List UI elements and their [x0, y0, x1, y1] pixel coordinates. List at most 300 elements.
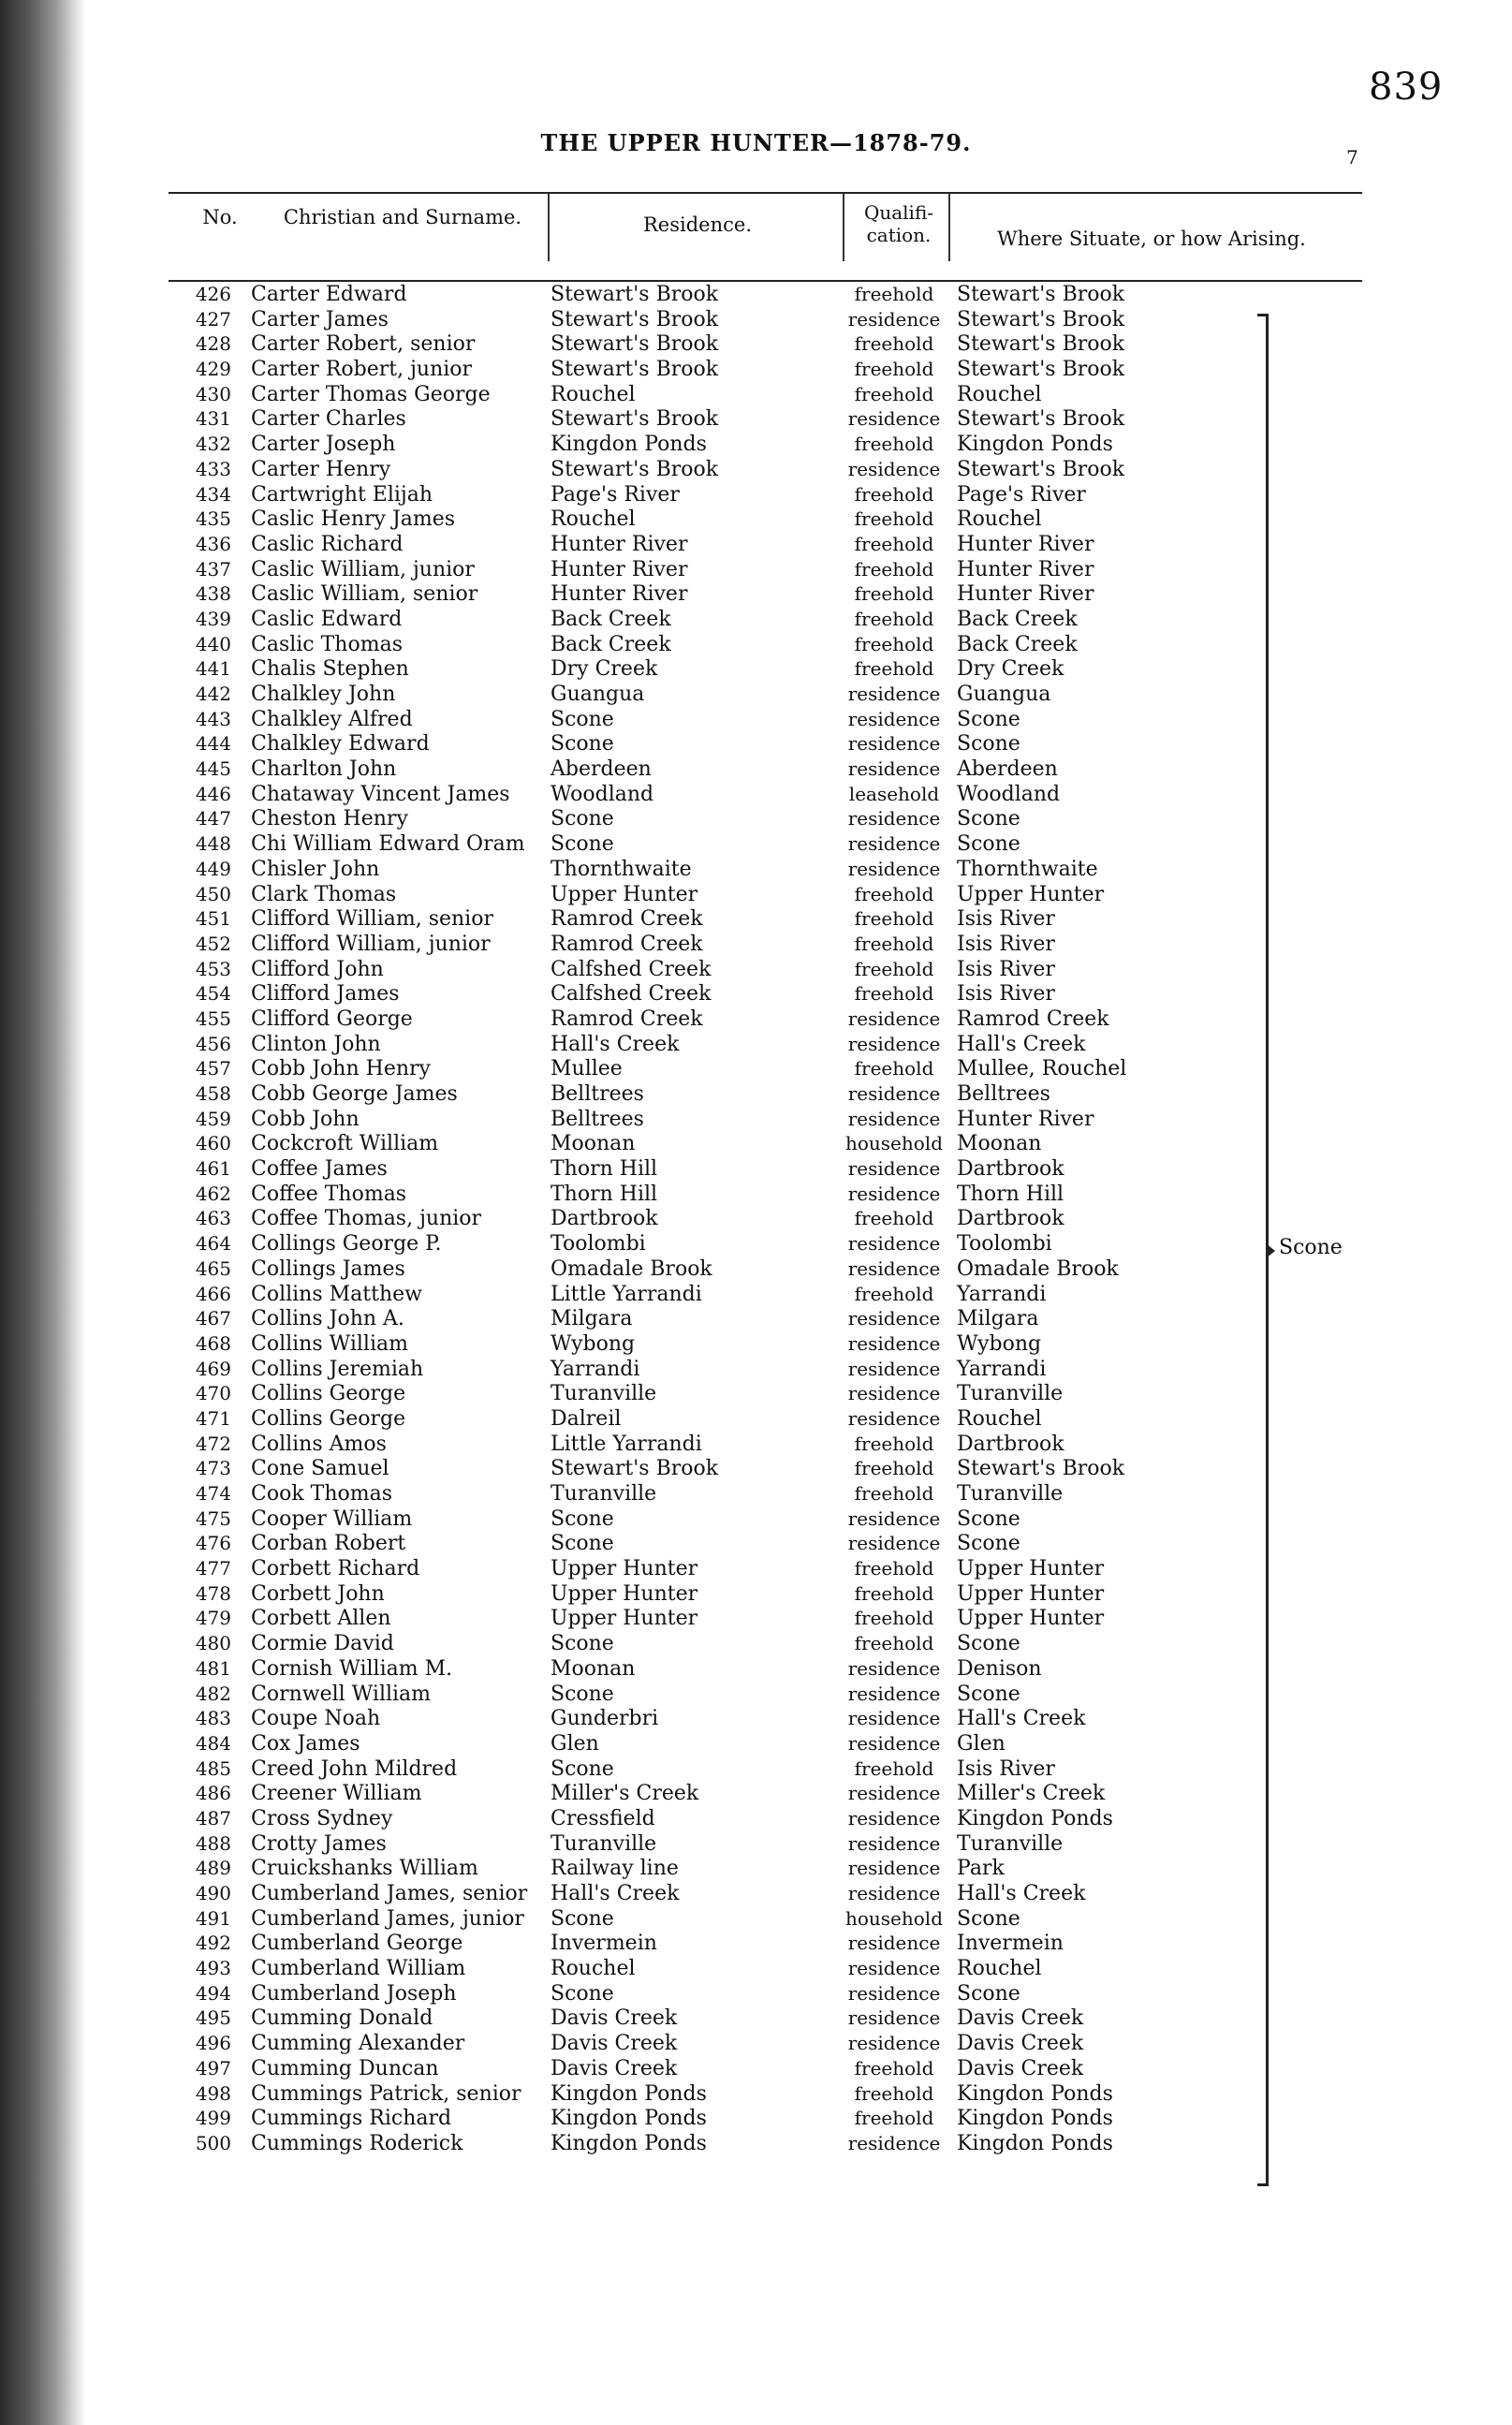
entry-qualification: freehold: [854, 1581, 934, 1605]
table-row: [0, 1757, 1512, 1783]
table-row: [0, 1482, 1512, 1507]
bracket-label: Scone: [1279, 1236, 1343, 1259]
table-row: [0, 483, 1512, 508]
table-row: [0, 1507, 1512, 1533]
table-row: [0, 1433, 1512, 1458]
entry-residence: Mullee: [550, 1057, 623, 1081]
entry-name: Cummings Richard: [251, 2107, 452, 2131]
table-row: [0, 1632, 1512, 1657]
entry-qualification: residence: [847, 457, 941, 480]
entry-number: 478: [195, 1581, 231, 1605]
entry-residence: Scone: [550, 832, 614, 857]
entry-where-situate: Isis River: [957, 907, 1055, 932]
signature-mark: 7: [1346, 146, 1358, 169]
entry-number: 482: [195, 1682, 231, 1705]
entry-residence: Upper Hunter: [550, 1607, 698, 1631]
table-row: [0, 1358, 1512, 1383]
electoral-roll-list: [0, 283, 1512, 2157]
entry-qualification: residence: [847, 757, 941, 781]
entry-name: Clifford James: [251, 982, 400, 1007]
entry-name: Corbett Richard: [251, 1557, 420, 1581]
table-row: [0, 933, 1512, 958]
entry-number: 455: [195, 1007, 231, 1030]
entry-where-situate: Kingdon Ponds: [957, 1806, 1113, 1830]
entry-residence: Scone: [550, 1506, 614, 1531]
entry-qualification: residence: [847, 1082, 941, 1105]
entry-name: Caslic Edward: [251, 607, 403, 631]
entry-residence: Rouchel: [550, 1957, 636, 1981]
entry-residence: Railway line: [550, 1857, 679, 1881]
entry-name: Charlton John: [251, 757, 397, 782]
entry-name: Coupe Noah: [251, 1707, 381, 1731]
entry-qualification: freehold: [854, 957, 934, 980]
entry-residence: Stewart's Brook: [550, 283, 719, 306]
table-row: [0, 407, 1512, 433]
entry-residence: Turanville: [550, 1831, 657, 1856]
table-row: [0, 1882, 1512, 1907]
entry-residence: Turanville: [550, 1482, 657, 1506]
entry-number: 471: [195, 1406, 231, 1430]
entry-qualification: residence: [847, 1831, 941, 1855]
entry-qualification: leasehold: [848, 782, 940, 805]
table-row: [0, 533, 1512, 558]
entry-number: 427: [195, 307, 231, 331]
entry-qualification: freehold: [854, 532, 934, 555]
entry-number: 439: [195, 607, 231, 630]
entry-qualification: residence: [847, 2032, 941, 2055]
column-header-name: Christian and Surname.: [283, 206, 522, 228]
entry-name: Caslic Richard: [251, 532, 404, 556]
entry-name: Cummings Patrick, senior: [251, 2081, 521, 2106]
entry-number: 483: [195, 1707, 231, 1730]
entry-number: 452: [195, 932, 231, 955]
table-row: [0, 582, 1512, 608]
entry-where-situate: Upper Hunter: [957, 1581, 1105, 1606]
entry-qualification: freehold: [854, 1457, 934, 1480]
entry-name: Cockcroft William: [251, 1132, 439, 1156]
entry-qualification: freehold: [854, 1607, 934, 1630]
entry-residence: Rouchel: [550, 507, 636, 532]
entry-number: 489: [195, 1857, 231, 1880]
entry-qualification: residence: [847, 1957, 941, 1980]
entry-name: Chalkley Edward: [251, 732, 430, 757]
entry-residence: Stewart's Brook: [550, 307, 719, 331]
entry-number: 442: [195, 683, 231, 705]
entry-qualification: freehold: [854, 433, 934, 456]
table-row: [0, 757, 1512, 783]
entry-name: Cheston Henry: [251, 807, 408, 831]
column-divider: [948, 194, 950, 261]
entry-residence: Little Yarrandi: [550, 1282, 702, 1306]
entry-name: Cobb George James: [251, 1082, 458, 1106]
entry-name: Coffee Thomas: [251, 1182, 407, 1206]
table-row: [0, 1108, 1512, 1133]
entry-qualification: residence: [847, 832, 941, 856]
table-row: [0, 1283, 1512, 1308]
entry-residence: Kingdon Ponds: [550, 2131, 707, 2155]
entry-where-situate: Woodland: [957, 782, 1061, 806]
entry-where-situate: Kingdon Ponds: [957, 2131, 1113, 2155]
entry-number: 464: [195, 1232, 231, 1256]
table-row: [0, 1382, 1512, 1407]
entry-qualification: freehold: [854, 932, 934, 955]
table-row: [0, 1332, 1512, 1358]
entry-residence: Thorn Hill: [550, 1182, 658, 1206]
entry-where-situate: Stewart's Brook: [957, 407, 1125, 432]
entry-residence: Invermein: [550, 1932, 657, 1956]
entry-where-situate: Scone: [957, 807, 1020, 831]
table-row: [0, 1657, 1512, 1683]
entry-residence: Moonan: [550, 1656, 636, 1681]
entry-name: Carter Robert, senior: [251, 332, 476, 357]
entry-name: Cumberland Joseph: [251, 1981, 457, 2006]
entry-qualification: freehold: [854, 657, 934, 681]
entry-residence: Belltrees: [550, 1082, 644, 1106]
entry-name: Carter Charles: [251, 407, 406, 432]
entry-where-situate: Upper Hunter: [957, 1607, 1105, 1631]
entry-where-situate: Hall's Creek: [957, 1882, 1086, 1905]
entry-number: 472: [195, 1432, 231, 1455]
entry-name: Chalis Stephen: [251, 657, 409, 682]
table-row: [0, 358, 1512, 383]
entry-name: Chi William Edward Oram: [251, 832, 525, 857]
table-row: [0, 558, 1512, 583]
entry-number: 430: [195, 382, 231, 405]
entry-name: Caslic Henry James: [251, 507, 456, 532]
entry-qualification: freehold: [854, 482, 934, 506]
entry-qualification: residence: [847, 1182, 941, 1205]
entry-number: 494: [195, 1981, 231, 2005]
entry-name: Collins Amos: [251, 1432, 387, 1456]
entry-number: 493: [195, 1957, 231, 1980]
entry-residence: Little Yarrandi: [550, 1432, 702, 1456]
entry-name: Collins Jeremiah: [251, 1357, 424, 1381]
entry-residence: Kingdon Ponds: [550, 433, 707, 457]
entry-number: 487: [195, 1806, 231, 1830]
entry-residence: Page's River: [550, 482, 680, 507]
entry-residence: Upper Hunter: [550, 882, 698, 906]
entry-where-situate: Scone: [957, 1682, 1020, 1706]
table-row: [0, 2057, 1512, 2082]
entry-where-situate: Turanville: [957, 1482, 1064, 1506]
entry-qualification: freehold: [854, 1756, 934, 1780]
entry-qualification: freehold: [854, 2081, 934, 2105]
entry-qualification: residence: [847, 2131, 941, 2154]
table-row: [0, 433, 1512, 458]
entry-number: 426: [195, 283, 231, 305]
table-row: [0, 858, 1512, 883]
entry-where-situate: Thornthwaite: [957, 857, 1098, 881]
entry-number: 446: [195, 782, 231, 805]
entry-residence: Gunderbri: [550, 1707, 659, 1731]
entry-number: 470: [195, 1382, 231, 1405]
entry-residence: Wybong: [550, 1331, 636, 1356]
entry-qualification: residence: [847, 1981, 941, 2005]
entry-residence: Ramrod Creek: [550, 932, 703, 956]
table-row: [0, 732, 1512, 757]
entry-where-situate: Page's River: [957, 482, 1086, 507]
table-row: [0, 1407, 1512, 1433]
entry-name: Creener William: [251, 1782, 422, 1806]
entry-name: Carter Edward: [251, 283, 407, 306]
entry-name: Collings James: [251, 1257, 405, 1281]
table-row: [0, 2006, 1512, 2032]
entry-name: Carter Robert, junior: [251, 358, 473, 382]
entry-where-situate: Turanville: [957, 1382, 1064, 1406]
entry-qualification: residence: [847, 1157, 941, 1181]
entry-name: Caslic William, senior: [251, 582, 478, 607]
entry-qualification: freehold: [854, 882, 934, 905]
entry-name: Clark Thomas: [251, 882, 397, 906]
column-header-where: Where Situate, or how Arising.: [997, 228, 1306, 250]
entry-number: 496: [195, 2032, 231, 2055]
table-row: [0, 1557, 1512, 1582]
entry-where-situate: Back Creek: [957, 632, 1078, 656]
entry-name: Collins John A.: [251, 1307, 404, 1331]
entry-qualification: freehold: [854, 1207, 934, 1230]
entry-qualification: freehold: [854, 557, 934, 581]
table-row: [0, 1782, 1512, 1807]
entry-number: 453: [195, 957, 231, 980]
table-row: [0, 832, 1512, 858]
table-row: [0, 1082, 1512, 1108]
table-row: [0, 1183, 1512, 1208]
entry-where-situate: Scone: [957, 1981, 1020, 2006]
entry-qualification: freehold: [854, 632, 934, 655]
entry-residence: Thornthwaite: [550, 857, 692, 881]
table-row: [0, 1257, 1512, 1283]
entry-number: 436: [195, 532, 231, 555]
entry-residence: Calfshed Creek: [550, 982, 712, 1007]
entry-name: Cornwell William: [251, 1682, 432, 1706]
entry-where-situate: Isis River: [957, 982, 1055, 1007]
entry-where-situate: Thorn Hill: [957, 1182, 1064, 1206]
entry-where-situate: Hunter River: [957, 532, 1094, 556]
table-row: [0, 1732, 1512, 1757]
entry-name: Chisler John: [251, 857, 380, 881]
entry-qualification: residence: [847, 1882, 941, 1904]
entry-name: Cummings Roderick: [251, 2131, 463, 2155]
entry-number: 468: [195, 1331, 231, 1355]
entry-residence: Scone: [550, 1906, 614, 1931]
entry-where-situate: Scone: [957, 732, 1020, 757]
entry-name: Collings George P.: [251, 1232, 442, 1257]
entry-number: 460: [195, 1132, 231, 1155]
entry-qualification: freehold: [854, 1057, 934, 1080]
entry-residence: Scone: [550, 807, 614, 831]
table-row: [0, 1957, 1512, 1982]
table-row: [0, 2132, 1512, 2157]
entry-residence: Back Creek: [550, 632, 671, 656]
entry-where-situate: Rouchel: [957, 382, 1042, 406]
entry-number: 429: [195, 358, 231, 381]
table-row: [0, 1132, 1512, 1157]
entry-residence: Kingdon Ponds: [550, 2107, 707, 2131]
table-row: [0, 633, 1512, 658]
entry-name: Chalkley John: [251, 683, 396, 706]
entry-where-situate: Rouchel: [957, 1957, 1042, 1981]
entry-residence: Milgara: [550, 1307, 633, 1331]
entry-qualification: freehold: [854, 358, 934, 381]
entry-residence: Cressfield: [550, 1806, 655, 1830]
entry-qualification: residence: [847, 1532, 941, 1555]
entry-number: 474: [195, 1482, 231, 1505]
entry-name: Corbett Allen: [251, 1607, 391, 1631]
entry-where-situate: Glen: [957, 1731, 1006, 1756]
entry-number: 461: [195, 1157, 231, 1181]
entry-number: 432: [195, 433, 231, 456]
entry-residence: Scone: [550, 1632, 614, 1656]
table-row: [0, 2082, 1512, 2108]
entry-qualification: residence: [847, 2006, 941, 2030]
entry-name: Cook Thomas: [251, 1482, 393, 1506]
entry-where-situate: Stewart's Brook: [957, 283, 1125, 306]
table-row: [0, 458, 1512, 483]
entry-where-situate: Davis Creek: [957, 2006, 1084, 2031]
entry-residence: Ramrod Creek: [550, 907, 703, 932]
entry-qualification: residence: [847, 1107, 941, 1130]
table-row: [0, 507, 1512, 533]
entry-residence: Davis Creek: [550, 2032, 678, 2056]
entry-where-situate: Guangua: [957, 683, 1051, 706]
entry-number: 467: [195, 1307, 231, 1330]
entry-residence: Woodland: [550, 782, 654, 806]
entry-name: Cross Sydney: [251, 1806, 393, 1830]
entry-name: Corban Robert: [251, 1532, 406, 1556]
page-number: 839: [1369, 66, 1444, 109]
entry-residence: Ramrod Creek: [550, 1007, 703, 1031]
table-row: [0, 1033, 1512, 1058]
entry-number: 434: [195, 482, 231, 506]
entry-residence: Hunter River: [550, 582, 688, 607]
table-row: [0, 1057, 1512, 1082]
entry-where-situate: Stewart's Brook: [957, 307, 1125, 331]
entry-where-situate: Toolombi: [957, 1232, 1052, 1257]
entry-qualification: residence: [847, 1232, 941, 1256]
entry-number: 443: [195, 707, 231, 730]
table-row: [0, 708, 1512, 733]
entry-residence: Toolombi: [550, 1232, 646, 1257]
entry-residence: Rouchel: [550, 382, 636, 406]
entry-residence: Back Creek: [550, 607, 671, 631]
entry-number: 484: [195, 1731, 231, 1755]
entry-where-situate: Wybong: [957, 1331, 1042, 1356]
entry-qualification: freehold: [854, 582, 934, 606]
entry-qualification: residence: [847, 707, 941, 730]
entry-qualification: residence: [847, 1656, 941, 1680]
entry-residence: Scone: [550, 1756, 614, 1781]
entry-name: Caslic William, junior: [251, 557, 475, 581]
entry-qualification: residence: [847, 1782, 941, 1805]
entry-qualification: residence: [847, 1506, 941, 1530]
entry-name: Clifford William, junior: [251, 932, 491, 956]
entry-name: Coffee James: [251, 1157, 388, 1182]
entry-residence: Thorn Hill: [550, 1157, 658, 1182]
entry-residence: Dalreil: [550, 1406, 622, 1431]
entry-qualification: residence: [847, 1331, 941, 1355]
entry-name: Cartwright Elijah: [251, 482, 433, 507]
entry-name: Creed John Mildred: [251, 1756, 458, 1781]
entry-name: Corbett John: [251, 1581, 385, 1606]
entry-where-situate: Stewart's Brook: [957, 358, 1125, 382]
entry-qualification: freehold: [854, 1482, 934, 1505]
entry-residence: Scone: [550, 1532, 614, 1556]
entry-where-situate: Dry Creek: [957, 657, 1064, 682]
entry-qualification: residence: [847, 1032, 941, 1055]
entry-qualification: household: [844, 1906, 944, 1930]
entry-name: Chataway Vincent James: [251, 782, 510, 806]
entry-qualification: freehold: [854, 1632, 934, 1655]
entry-where-situate: Upper Hunter: [957, 882, 1105, 906]
entry-residence: Scone: [550, 707, 614, 731]
entry-name: Cumming Duncan: [251, 2056, 439, 2080]
entry-number: 463: [195, 1207, 231, 1230]
entry-where-situate: Dartbrook: [957, 1207, 1064, 1231]
entry-number: 435: [195, 507, 231, 531]
entry-qualification: freehold: [854, 1282, 934, 1305]
entry-residence: Belltrees: [550, 1107, 644, 1131]
entry-name: Clinton John: [251, 1032, 381, 1056]
entry-residence: Turanville: [550, 1382, 657, 1406]
entry-residence: Davis Creek: [550, 2056, 678, 2080]
entry-where-situate: Scone: [957, 1532, 1020, 1556]
entry-residence: Stewart's Brook: [550, 358, 719, 382]
table-row: [0, 683, 1512, 708]
entry-where-situate: Kingdon Ponds: [957, 2107, 1113, 2131]
entry-where-situate: Scone: [957, 1632, 1020, 1656]
entry-number: 454: [195, 982, 231, 1006]
entry-name: Clifford John: [251, 957, 384, 981]
entry-where-situate: Stewart's Brook: [957, 332, 1125, 357]
entry-residence: Stewart's Brook: [550, 332, 719, 357]
entry-number: 492: [195, 1932, 231, 1955]
table-row: [0, 1207, 1512, 1232]
entry-residence: Dry Creek: [550, 657, 658, 682]
entry-number: 448: [195, 832, 231, 856]
table-row: [0, 1157, 1512, 1183]
entry-qualification: freehold: [854, 1557, 934, 1580]
entry-number: 465: [195, 1257, 231, 1280]
entry-name: Cone Samuel: [251, 1457, 389, 1481]
table-row: [0, 1582, 1512, 1608]
table-row: [0, 1982, 1512, 2007]
entry-where-situate: Hunter River: [957, 582, 1094, 607]
entry-number: 477: [195, 1557, 231, 1580]
entry-residence: Stewart's Brook: [550, 457, 719, 481]
entry-qualification: residence: [847, 857, 941, 880]
entry-where-situate: Kingdon Ponds: [957, 2081, 1113, 2106]
entry-where-situate: Aberdeen: [957, 757, 1058, 782]
entry-where-situate: Upper Hunter: [957, 1557, 1105, 1581]
entry-where-situate: Scone: [957, 1506, 1020, 1531]
entry-qualification: freehold: [854, 982, 934, 1006]
entry-where-situate: Milgara: [957, 1307, 1039, 1331]
entry-where-situate: Belltrees: [957, 1082, 1050, 1106]
entry-where-situate: Turanville: [957, 1831, 1064, 1856]
table-row: [0, 1857, 1512, 1882]
entry-residence: Moonan: [550, 1132, 636, 1156]
entry-number: 473: [195, 1457, 231, 1480]
table-row: [0, 1807, 1512, 1832]
entry-name: Cox James: [251, 1731, 360, 1756]
entry-qualification: household: [844, 1132, 944, 1155]
column-header-residence: Residence.: [643, 213, 752, 236]
entry-name: Clifford William, senior: [251, 907, 493, 932]
entry-name: Collins William: [251, 1331, 408, 1356]
entry-qualification: freehold: [854, 2056, 934, 2080]
entry-residence: Scone: [550, 732, 614, 757]
entry-where-situate: Hunter River: [957, 557, 1094, 581]
